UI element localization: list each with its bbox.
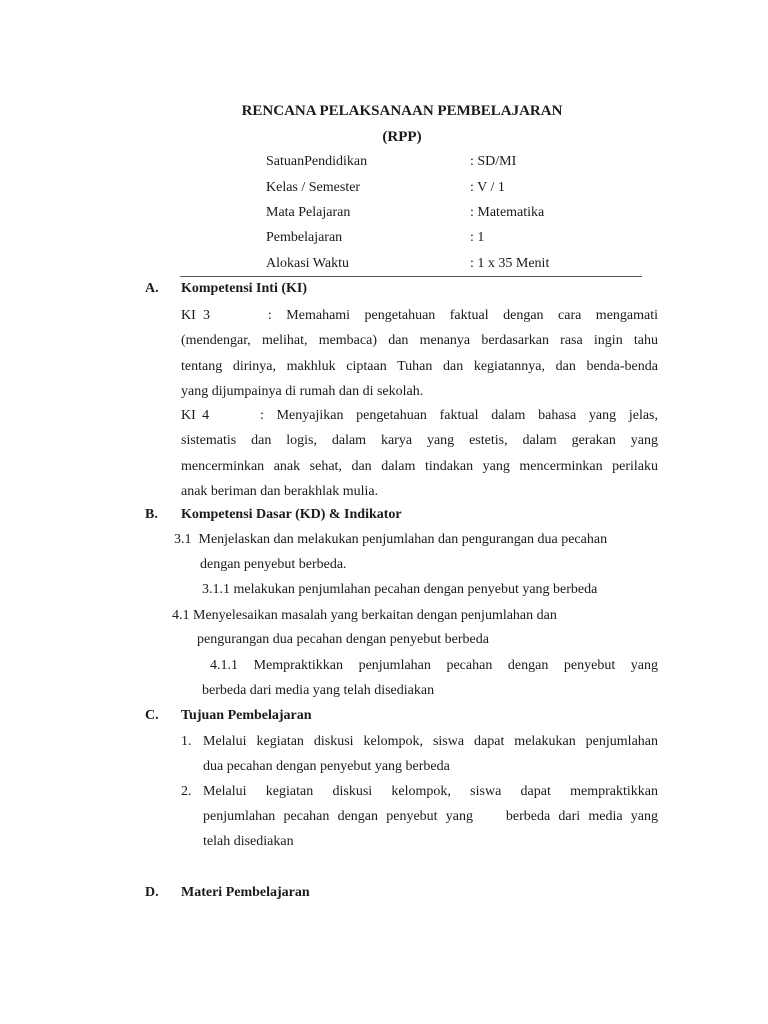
identity-value: : 1 [470,230,485,245]
objective-line: Melalui kegiatan diskusi kelompok, siswa dapat melakukan penjumlahan [203,734,658,749]
identity-value: : V / 1 [470,180,505,195]
identity-value: : SD/MI [470,154,517,169]
header-divider [180,276,642,277]
objective-number: 1. [181,734,192,749]
ki4-paragraph [181,403,658,504]
objective-line: Melalui kegiatan diskusi kelompok, siswa dapat mempraktikkan [203,784,658,799]
identity-label: Mata Pelajaran [266,205,351,220]
kd-3-1-line: dengan penyebut berbeda. [200,557,347,572]
section-letter: C. [145,708,159,723]
identity-label: Kelas / Semester [266,180,361,195]
objective-line: penjumlahan pecahan dengan penyebut yang berbeda dari media yang [203,809,658,824]
kd-4-1-line: 4.1 Menyelesaikan masalah yang berkaitan dengan penjumlahan dan [172,608,557,623]
section-heading: Kompetensi Inti (KI) [181,281,307,296]
indicator-3-1-1: 3.1.1 melakukan penjumlahan pecahan dengan penyebut yang berbeda [202,582,598,597]
kd-3-1-line: 3.1 Menjelaskan dan melakukan penjumlahan dan pengurangan dua pecahan [174,532,608,547]
section-heading: Tujuan Pembelajaran [181,708,312,723]
section-heading: Kompetensi Dasar (KD) & Indikator [181,507,402,522]
objective-line: telah disediakan [203,834,294,849]
ki4-line: mencerminkan anak sehat, dan dalam tindakan yang mencerminkan perilaku [181,458,658,474]
identity-value: : 1 x 35 Menit [470,256,550,271]
ki3-line: KI 3 : Memahami pengetahuan faktual dengan cara mengamati [181,308,658,323]
identity-label: SatuanPendidikan [266,154,368,169]
identity-label: Pembelajaran [266,230,343,245]
ki4-line: anak beriman dan berakhlak mulia. [181,483,379,499]
ki3-paragraph [181,303,658,404]
ki4-line: KI 4 : Menyajikan pengetahuan faktual dalam bahasa yang jelas, [181,408,658,423]
ki3-line: (mendengar, melihat, membaca) dan menanya berdasarkan rasa ingin tahu [181,333,658,349]
ki3-line: tentang dirinya, makhluk ciptaan Tuhan dan kegiatannya, dan benda-benda [181,358,658,374]
identity-value: : Matematika [470,205,545,220]
document-title: RENCANA PELAKSANAAN PEMBELAJARAN [241,103,563,119]
identity-label: Alokasi Waktu [266,256,349,271]
section-letter: A. [145,281,159,296]
objective-number: 2. [181,784,192,799]
document-subtitle: (RPP) [382,129,422,145]
ki4-line: sistematis dan logis, dalam karya yang estetis, dalam gerakan yang [181,433,658,449]
section-letter: B. [145,507,158,522]
section-letter: D. [145,885,159,900]
indicator-4-1-1-line: 4.1.1 Mempraktikkan penjumlahan pecahan dengan penyebut yang [210,658,658,673]
ki3-line: yang dijumpainya di rumah dan di sekolah. [181,383,424,399]
objective-line: dua pecahan dengan penyebut yang berbeda [203,759,450,774]
kd-4-1-line: pengurangan dua pecahan dengan penyebut berbeda [197,632,489,647]
indicator-4-1-1-line: berbeda dari media yang telah disediakan [202,683,435,698]
section-heading: Materi Pembelajaran [181,885,310,900]
